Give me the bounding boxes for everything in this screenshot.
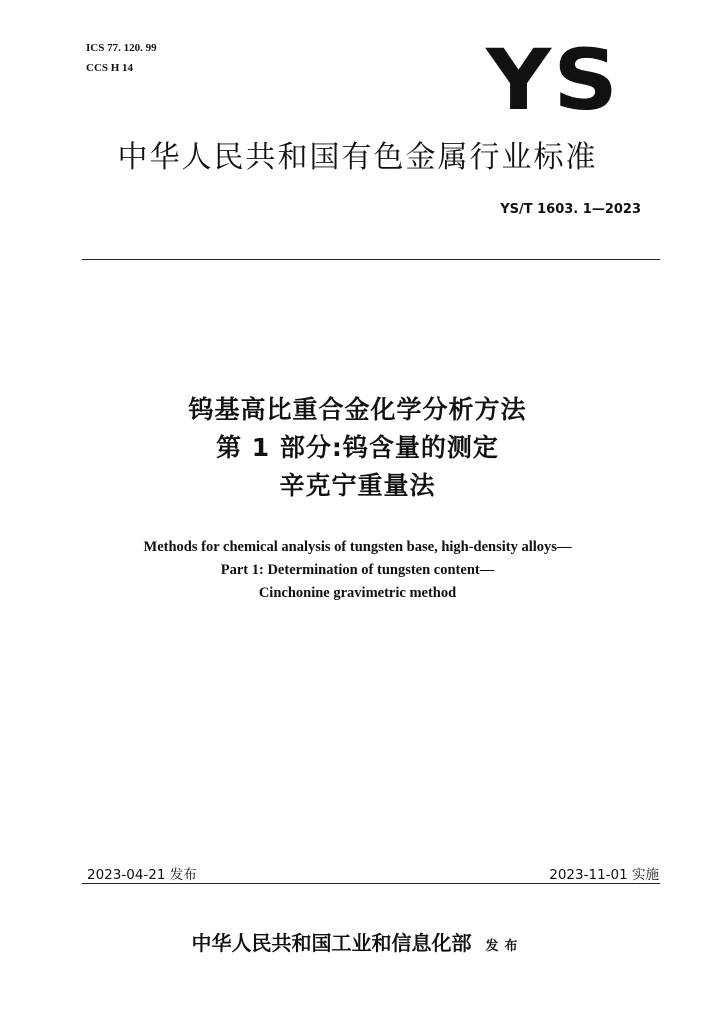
english-title-line-2: Part 1: Determination of tungsten content—: [220, 562, 495, 578]
english-title-line-3: Cinchonine gravimetric method: [258, 585, 457, 601]
chinese-title: [0, 391, 715, 505]
ccs-code: CCS H 14: [86, 62, 134, 74]
chinese-title-line-2: 第 1 部分:钨含量的测定: [216, 433, 499, 462]
standard-number: YS/T 1603. 1—2023: [500, 202, 641, 217]
english-title-line-1: Methods for chemical analysis of tungsten base, high-density alloys—: [143, 539, 572, 555]
top-divider: [82, 259, 660, 260]
issue-date: 2023-04-21 发布: [87, 867, 197, 883]
implementation-date: 2023-11-01 实施: [549, 867, 659, 883]
publisher-action: 发布: [485, 939, 524, 954]
chinese-title-line-1: 钨基高比重合金化学分析方法: [188, 395, 527, 424]
ics-code: ICS 77. 120. 99: [86, 42, 157, 54]
chinese-title-line-3: 辛克宁重量法: [279, 471, 436, 500]
publisher: [0, 927, 715, 956]
classification-codes: [86, 38, 157, 78]
english-title: [0, 536, 715, 605]
industry-standard-title: 中华人民共和国有色金属行业标准: [117, 140, 598, 175]
bottom-divider: [82, 883, 660, 884]
publisher-name: 中华人民共和国工业和信息化部: [191, 931, 472, 955]
ys-logo: YS: [486, 31, 621, 129]
